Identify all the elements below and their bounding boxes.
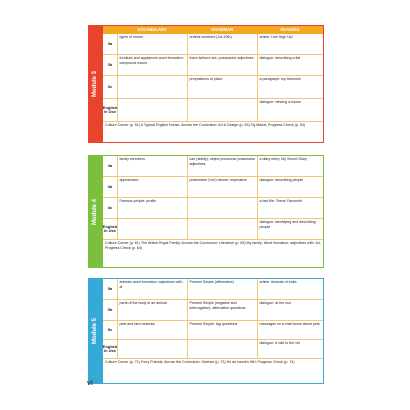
- vocab-cell: [117, 219, 187, 239]
- unit-label: 5a: [107, 285, 113, 291]
- module-extras: Culture Corner (p. 61) The British Royal Family; Across the Curriculum: Literature (p. 63) My family; Word formation: adjectives with -ful; Progress Check (p. 64): [105, 241, 321, 250]
- reading-cell: article: Animals of India: [257, 279, 323, 299]
- table-row: [103, 99, 323, 122]
- grammar-cell: there is/there are; possessive adjectives: [187, 55, 257, 75]
- table-row: [103, 34, 323, 55]
- header-vocabulary: VOCABULARY: [137, 27, 167, 32]
- module-3-label-bar: [88, 25, 102, 143]
- reading-cell: a paragraph: my bedroom: [257, 76, 323, 98]
- unit-label: English in Use: [102, 223, 118, 233]
- table-row: [103, 300, 323, 321]
- vocab-cell: appearance: [117, 177, 187, 197]
- table-row: [103, 198, 323, 219]
- vocab-cell: [117, 340, 187, 358]
- page-number: vi: [87, 380, 93, 387]
- vocab-cell: furniture and appliances word formation: compound nouns: [117, 55, 187, 75]
- grammar-cell: Present Simple (affirmative): [187, 279, 257, 299]
- table-row: [103, 156, 323, 177]
- unit-label: 4b: [107, 183, 113, 189]
- reading-cell: article: Live High Up!: [257, 34, 323, 54]
- vocab-cell: [117, 76, 187, 98]
- module-4-label-bar: [88, 155, 102, 268]
- column-headers: [103, 26, 323, 34]
- unit-label: 5b: [107, 306, 113, 312]
- module-4-title: Module 4: [92, 198, 98, 225]
- header-reading: READING: [280, 27, 300, 32]
- vocab-cell: types of rooms: [117, 34, 187, 54]
- reading-cell: dialogue: identifying and describing people: [257, 219, 323, 239]
- module-extras: Culture Corner (p. 71) Furry Friends; Across the Curriculum: Science (p. 73) It's an insect's life!; Progress Check (p. 74): [105, 360, 295, 364]
- vocab-cell: animals word formation: adjectives with -al: [117, 279, 187, 299]
- grammar-cell: can (ability); object pronouns/ possessive adjectives: [187, 156, 257, 176]
- grammar-cell: Present Simple: tag questions: [187, 321, 257, 339]
- vocab-cell: [117, 99, 187, 121]
- table-row: [103, 340, 323, 359]
- unit-label: 3a: [107, 40, 113, 46]
- module-4-block: [88, 155, 324, 268]
- unit-label: 3c: [107, 83, 113, 89]
- vocab-cell: Famous people: profile: [117, 198, 187, 218]
- unit-label: 5c: [107, 326, 113, 332]
- grammar-cell: [187, 340, 257, 358]
- unit-label: 4a: [107, 162, 113, 168]
- grammar-cell: ordinal numbers (1st-20th): [187, 34, 257, 54]
- module-5-label-bar: [88, 278, 102, 384]
- reading-cell: a diary entry: My Secret Diary: [257, 156, 323, 176]
- module-extras: Culture Corner (p. 51) A Typical English House; Across the Curriculum: Art & Design (p. 53) Taj Mahal; Progress Check (p. 54): [105, 123, 306, 127]
- table-row: [103, 321, 323, 340]
- reading-cell: dialogue: viewing a house: [257, 99, 323, 121]
- grammar-cell: [187, 198, 257, 218]
- unit-label: English in Use: [102, 104, 118, 114]
- table-row: [103, 177, 323, 198]
- unit-label: 3b: [107, 61, 113, 67]
- unit-label: 4c: [107, 204, 113, 210]
- grammar-cell: possessive ('s/s') whose; Imperative: [187, 177, 257, 197]
- grammar-cell: prepositions of place: [187, 76, 257, 98]
- table-row: [103, 76, 323, 99]
- reading-cell: dialogue: describing people: [257, 177, 323, 197]
- reading-cell: dialogue: describing a flat: [257, 55, 323, 75]
- module-3-block: [88, 25, 324, 143]
- header-grammar: GRAMMAR: [210, 27, 234, 32]
- reading-cell: messages on a chat forum about pets: [257, 321, 323, 339]
- module-3-title: Module 3: [92, 70, 98, 98]
- table-row: [103, 279, 323, 300]
- reading-cell: dialogue: a visit to the vet: [257, 340, 323, 358]
- reading-cell: a fact file: Teens' Favourite: [257, 198, 323, 218]
- grammar-cell: Present Simple (negative and interrogative), alternative questions: [187, 300, 257, 320]
- unit-label: English in Use: [102, 343, 118, 353]
- module-5-block: [88, 278, 324, 384]
- module-5-title: Module 5: [92, 317, 98, 345]
- table-row: [103, 55, 323, 76]
- table-row: [103, 219, 323, 240]
- reading-cell: dialogue: at the zoo: [257, 300, 323, 320]
- vocab-cell: pets and farm animals: [117, 321, 187, 339]
- grammar-cell: [187, 219, 257, 239]
- grammar-cell: [187, 99, 257, 121]
- vocab-cell: parts of the body of an animal: [117, 300, 187, 320]
- vocab-cell: family members: [117, 156, 187, 176]
